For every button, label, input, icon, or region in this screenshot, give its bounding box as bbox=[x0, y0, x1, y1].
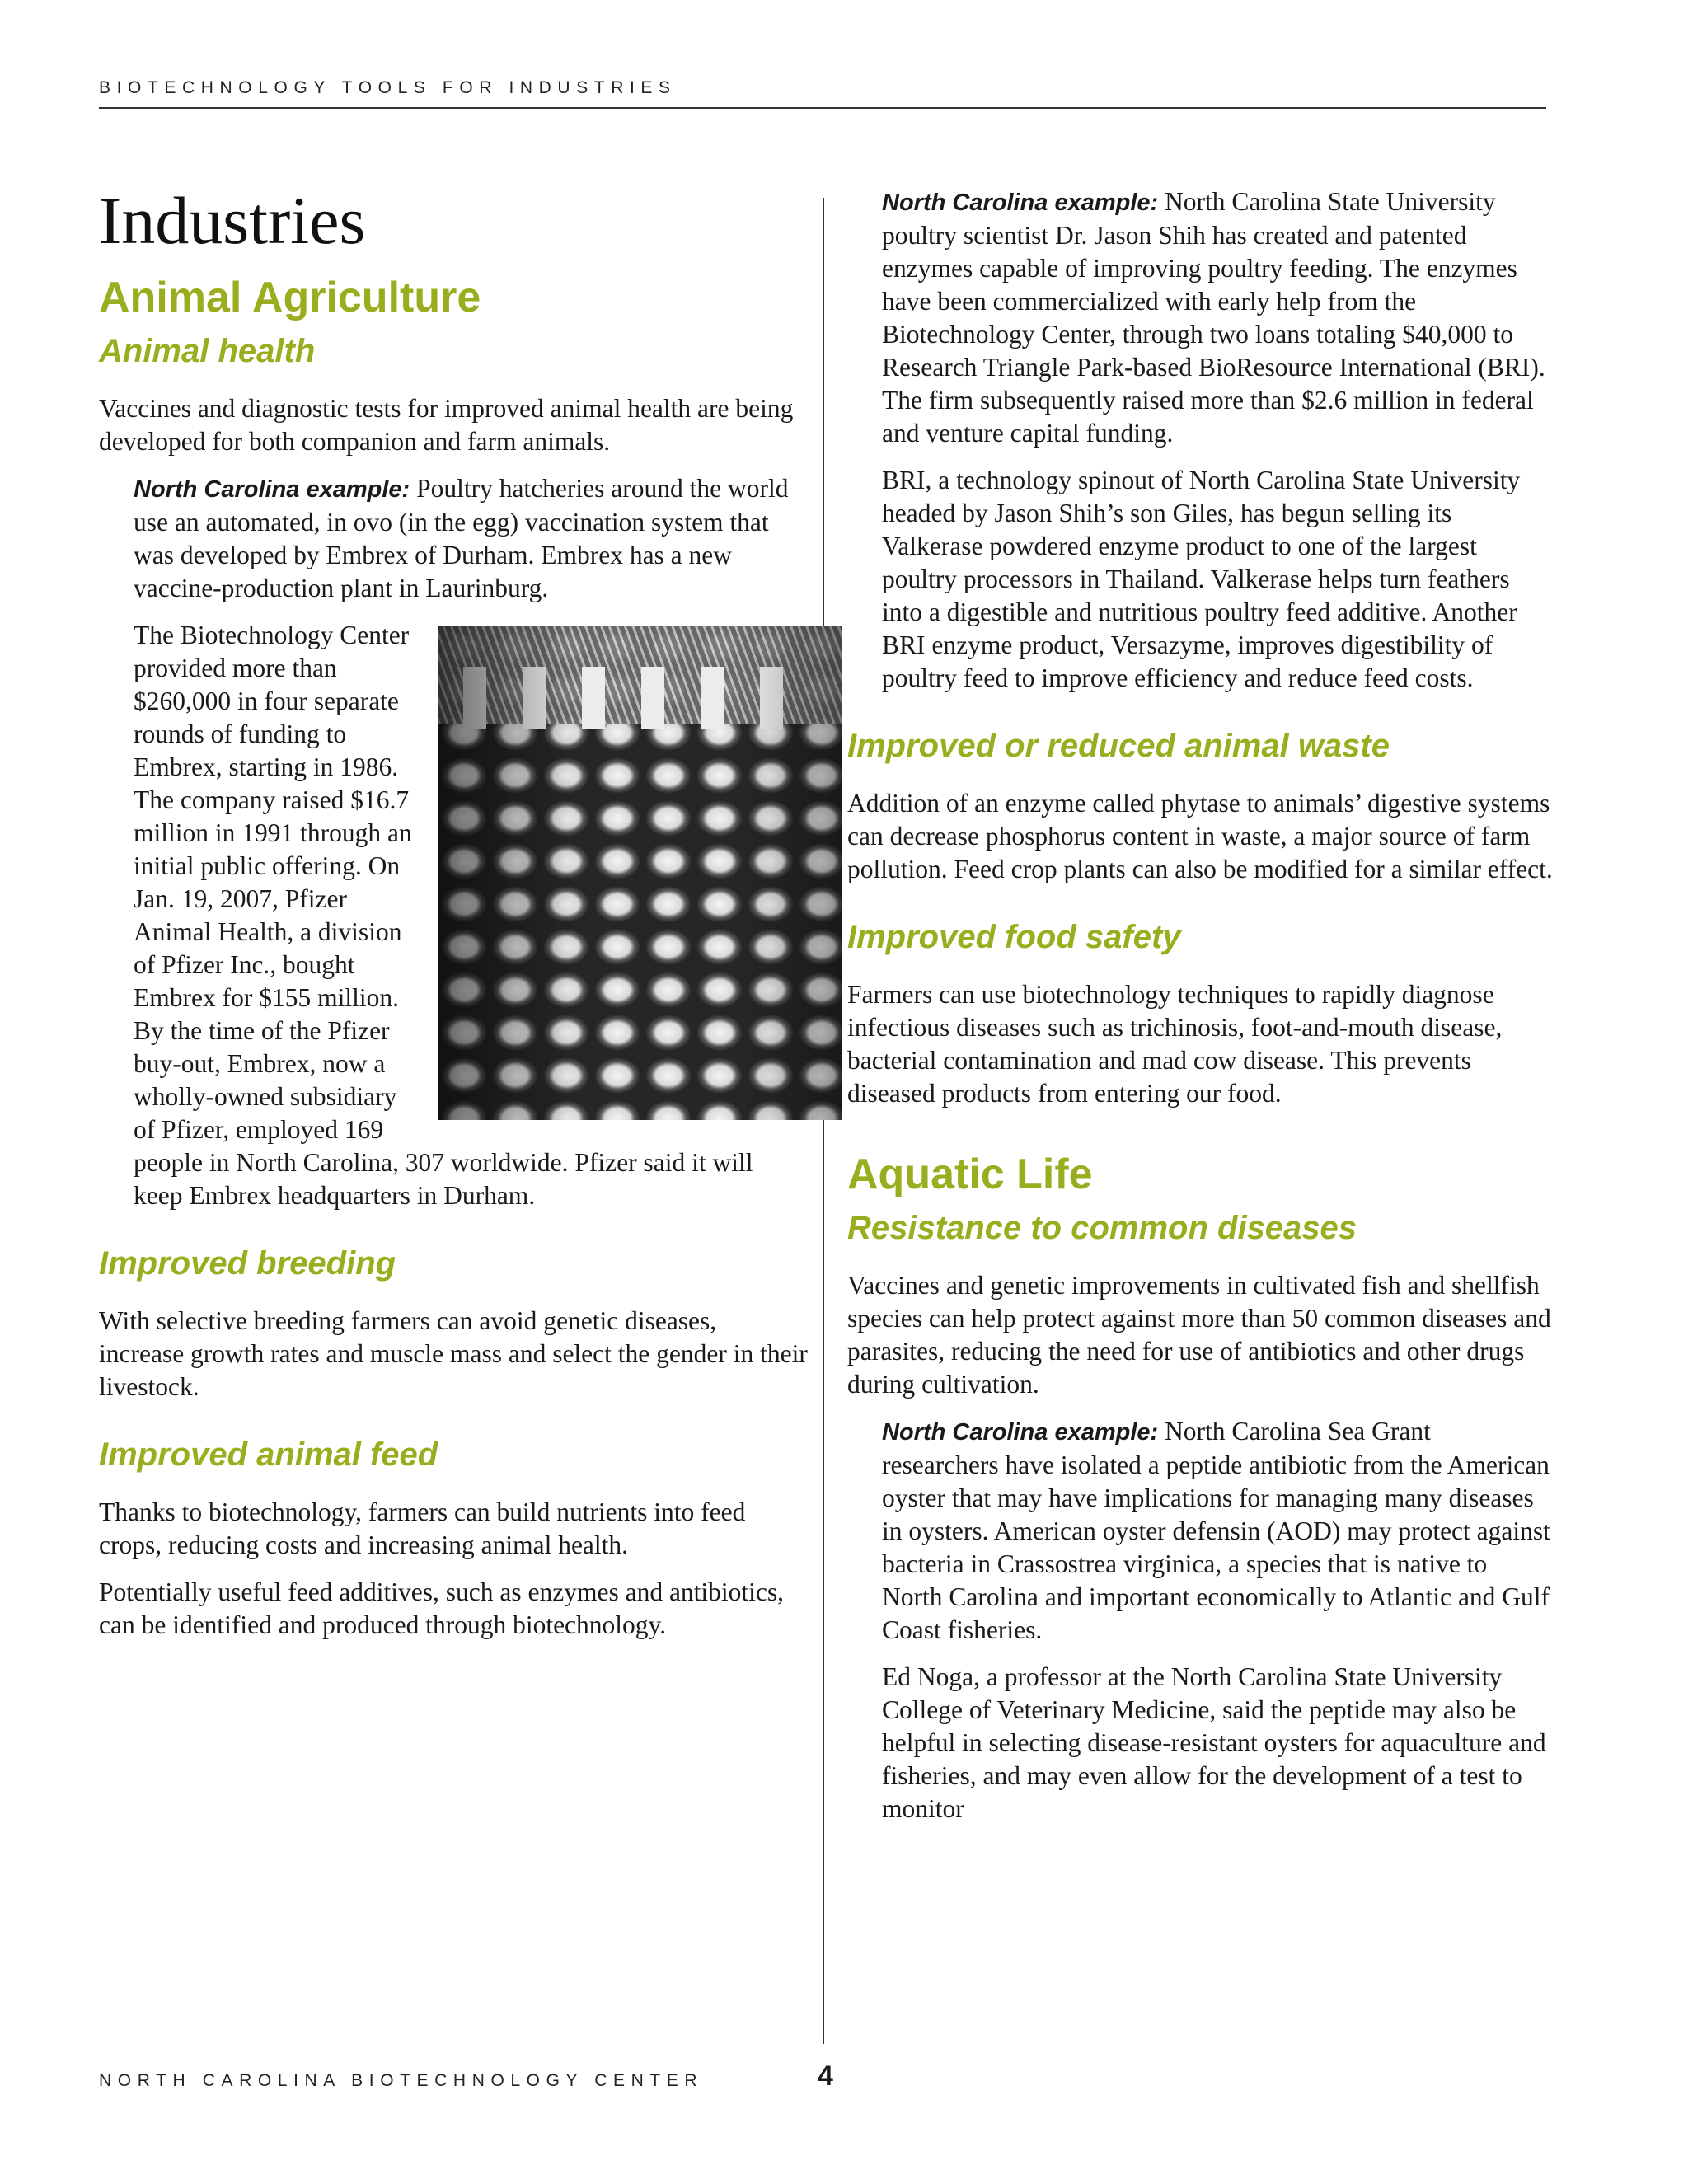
example-text: North Carolina State University poultry scientist Dr. Jason Shih has created and patented enzymes capable of improving poultry feeding. The enzymes have been commercialized with early help from the Biotechnology Center, through two loans totaling $40,000 to Research Triangle Park-based BioResource International (BRI). The firm subsequently raised more than $2.6 million in federal and venture capital funding. bbox=[882, 187, 1545, 448]
paragraph: The Biotechnology Center provided more than $260,000 in four separate rounds of funding to Embrex, starting in 1986. The company raised $16.7 million in 1991 through an initial public offering. On Jan. 19, 2007, Pfizer Animal Health, a division of Pfizer Inc., bought Embrex for $155 million. By the time of the Pfizer buy-out, Embrex, now a wholly-owned subsidiary of Pfizer, employed 169 people in North Carolina, 307 worldwide. Pfizer said it will keep Embrex headquarters in Durham. bbox=[134, 621, 753, 1211]
example-block-embrex bbox=[134, 472, 808, 1212]
paragraph: Thanks to biotechnology, farmers can build nutrients into feed crops, reducing costs and increasing animal health. bbox=[99, 1497, 746, 1560]
subheading-disease-resistance: Resistance to common diseases bbox=[847, 1210, 1357, 1247]
example-paragraph bbox=[882, 185, 1553, 450]
page-number: 4 bbox=[818, 2060, 833, 2092]
header-rule bbox=[99, 107, 1546, 109]
page-title: Industries bbox=[99, 183, 366, 258]
example-block-bri bbox=[882, 185, 1553, 695]
photo-shade bbox=[438, 626, 842, 1120]
section-title-animal-agriculture: Animal Agriculture bbox=[99, 274, 481, 322]
paragraph: Ed Noga, a professor at the North Carolina State University College of Veterinary Medicine, said the peptide may also be helpful in selecting disease-resistant oysters for aquaculture and fisheries, and may even allow for the development of a test to monitor bbox=[882, 1662, 1546, 1824]
subheading-food-safety: Improved food safety bbox=[847, 919, 1181, 955]
paragraph: Vaccines and diagnostic tests for improved animal health are being developed for both companion and farm animals. bbox=[99, 394, 794, 457]
example-paragraph bbox=[882, 1415, 1553, 1647]
right-column bbox=[847, 185, 1553, 1840]
subheading-animal-waste: Improved or reduced animal waste bbox=[847, 728, 1390, 764]
example-label: North Carolina example: bbox=[134, 476, 410, 504]
paragraph: Potentially useful feed additives, such as enzymes and antibiotics, can be identified and produced through biotechnology. bbox=[99, 1577, 785, 1640]
example-label: North Carolina example: bbox=[882, 190, 1159, 216]
paragraph: Farmers can use biotechnology techniques to rapidly diagnose infectious diseases such as trichinosis, foot-and-mouth disease, bacterial contamination and mad cow disease. This prevents diseased products from entering our food. bbox=[847, 980, 1503, 1108]
example-block-oyster bbox=[882, 1415, 1553, 1825]
example-text: Poultry hatcheries around the world use an automated, in ovo (in the egg) vaccination system that was developed by Embrex of Durham. Embrex has a new vaccine-production plant in Laurinburg. bbox=[134, 474, 789, 603]
example-paragraph bbox=[134, 472, 808, 605]
example-text: North Carolina Sea Grant researchers have isolated a peptide antibiotic from the American oyster that may have implications for managing many diseases in oysters. American oyster defensin (AOD) may protect against bacteria in Crassostrea virginica, a species that is native to North Carolina and important economically to Atlantic and Gulf Coast fisheries. bbox=[882, 1417, 1550, 1645]
egg-vaccination-photo bbox=[438, 626, 842, 1120]
paragraph: BRI, a technology spinout of North Carolina State University headed by Jason Shih’s son Giles, has begun selling its Valkerase powdered enzyme product to one of the largest poultry processors in Thailand. Valkerase helps turn feathers into a digestible and nutritious poultry feed additive. Another BRI enzyme product, Versazyme, improves digestibility of poultry feed to improve efficiency and reduce feed costs. bbox=[882, 466, 1521, 692]
paragraph: Addition of an enzyme called phytase to animals’ digestive systems can decrease phosphorus content in waste, a major source of farm pollution. Feed crop plants can also be modified for a similar effect. bbox=[847, 789, 1553, 883]
example-label: North Carolina example: bbox=[882, 1419, 1159, 1446]
paragraph: Vaccines and genetic improvements in cultivated fish and shellfish species can help protect against more than 50 common diseases and parasites, reducing the need for use of antibiotics and other drugs during cultivation. bbox=[847, 1271, 1551, 1399]
subheading-animal-health: Animal health bbox=[99, 333, 316, 370]
subheading-improved-breeding: Improved breeding bbox=[99, 1245, 396, 1282]
running-header: BIOTECHNOLOGY TOOLS FOR INDUSTRIES bbox=[99, 78, 677, 97]
section-title-aquatic-life: Aquatic Life bbox=[847, 1151, 1093, 1198]
column-divider bbox=[823, 198, 824, 2044]
left-column bbox=[99, 185, 808, 1656]
subheading-improved-animal-feed: Improved animal feed bbox=[99, 1436, 438, 1474]
footer-organization: NORTH CAROLINA BIOTECHNOLOGY CENTER bbox=[99, 2071, 704, 2090]
paragraph: With selective breeding farmers can avoid genetic diseases, increase growth rates and muscle mass and select the gender in their livestock. bbox=[99, 1306, 808, 1402]
